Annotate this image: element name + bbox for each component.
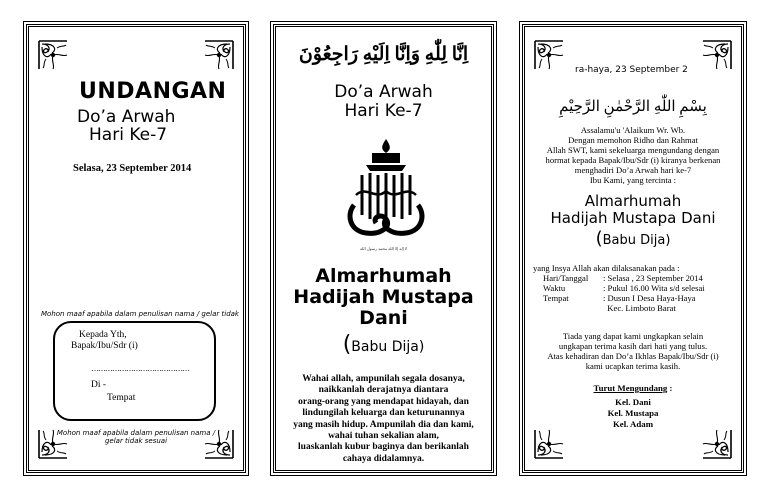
memorial-title-line: Do’a Arwah bbox=[334, 82, 433, 102]
calligraphy-caption: لا إله إلا الله محمد رسول الله bbox=[359, 246, 408, 251]
greeting-line: Ibu Kami, yang tercinta : bbox=[589, 175, 677, 185]
host-family: Kel. Dani bbox=[615, 397, 651, 407]
corner-ornament-icon bbox=[533, 426, 567, 460]
arabic-istirja-header: اِنَّا لِلّٰهِ وَاِنَّا اِلَيْهِ رَاجِعُوْنَ bbox=[298, 44, 469, 65]
closing-line: Atas kehadiran dan Do’a Ikhlas Bapak/Ibu/Sdr (i) bbox=[547, 351, 719, 361]
event-row-label: Tempat bbox=[543, 293, 569, 303]
event-details bbox=[543, 273, 733, 313]
prayer-text bbox=[276, 374, 491, 465]
event-row-value: : Pukul 16.00 Wita s/d selesai bbox=[603, 283, 705, 293]
prayer-line: wahai tuhan sekalian alam, bbox=[328, 431, 439, 442]
calligraphy-emblem-icon bbox=[336, 135, 436, 245]
cover-subtitle-day: Hari Ke-7 bbox=[89, 125, 168, 145]
name-disclaimer-bottom bbox=[51, 429, 221, 445]
deceased-name-line: Hadijah Mustapa bbox=[293, 286, 474, 308]
greeting-line: Assalamu'u 'Alaikum Wr. Wb. bbox=[580, 125, 686, 135]
closing-line: ungkapan terima kasih dari hati yang tulus. bbox=[558, 341, 708, 351]
recipient-place-label: Tempat bbox=[107, 393, 136, 403]
deceased-name-line: Almarhumah bbox=[315, 265, 452, 287]
event-intro: yang Insya Allah akan dilaksanakan pada : bbox=[533, 263, 680, 273]
recipient-line: Bapak/Ibu/Sdr (i) bbox=[71, 341, 138, 351]
memorial-panel bbox=[273, 24, 494, 473]
closing-line: Tiada yang dapat kami ungkapkan selain bbox=[562, 331, 704, 341]
deceased-name-line: Almarhumah bbox=[584, 192, 682, 210]
recipient-name-dots: …………………………………… bbox=[91, 364, 189, 373]
prayer-line: lindungilah keluarga dan keturunannya bbox=[302, 408, 465, 419]
memorial-title-line: Hari Ke-7 bbox=[344, 101, 423, 121]
hosts-block bbox=[525, 383, 741, 430]
corner-ornament-icon bbox=[533, 39, 567, 73]
prayer-line: luaskanlah kubur baginya dan berikanlah bbox=[298, 442, 469, 453]
nickname-paren: ( bbox=[595, 228, 603, 249]
event-row bbox=[543, 303, 733, 313]
hosts-heading bbox=[525, 383, 741, 394]
recipient-di-label: Di - bbox=[91, 380, 107, 390]
greeting-line: Dengan memohon Ridho dan Rahmat bbox=[568, 135, 698, 145]
disclaimer-line: Mohon maaf apabila dalam penulisan nama / bbox=[56, 429, 216, 437]
greeting-line: Allah SWT, kami sekeluarga mengundang dengan bbox=[546, 145, 720, 155]
memorial-title bbox=[276, 83, 491, 121]
deceased-name bbox=[525, 193, 741, 227]
event-row-value: : Selasa , 23 September 2014 bbox=[603, 273, 703, 283]
nickname-text: Babu Dija) bbox=[602, 233, 671, 248]
event-row-label bbox=[543, 303, 603, 313]
event-row-value: Kec. Limboto Barat bbox=[603, 303, 676, 313]
address-box bbox=[53, 321, 216, 421]
deceased-nickname bbox=[525, 228, 741, 249]
prayer-line: orang-orang yang mendapat hidayah, dan bbox=[298, 396, 469, 407]
corner-ornament-icon bbox=[37, 39, 71, 73]
corner-ornament-icon bbox=[699, 426, 733, 460]
corner-ornament-icon bbox=[699, 39, 733, 73]
event-row bbox=[543, 293, 733, 303]
deceased-nickname bbox=[276, 332, 491, 357]
event-row bbox=[543, 283, 733, 293]
host-family: Kel. Mustapa bbox=[607, 408, 659, 418]
deceased-name bbox=[276, 266, 491, 329]
deceased-name-line: Dani bbox=[359, 307, 408, 329]
event-row-value: : Dusun I Desa Haya-Haya bbox=[603, 293, 696, 303]
host-family: Kel. Adam bbox=[612, 419, 654, 429]
deceased-name-line: Hadijah Mustapa Dani bbox=[550, 209, 716, 227]
prayer-line: Wahai allah, ampunilah segala dosanya, bbox=[302, 374, 465, 384]
disclaimer-line: gelar tidak sesuai bbox=[104, 437, 168, 445]
greeting-line: menghadiri Do’a Arwah hari ke-7 bbox=[574, 165, 692, 175]
event-row-label: Waktu bbox=[543, 283, 566, 293]
prayer-line: cahaya didalamnya. bbox=[342, 453, 425, 464]
header-date-clipped: ra-haya, 23 September 2 bbox=[575, 65, 688, 75]
invitation-cover-panel bbox=[26, 24, 246, 473]
invitation-details-panel bbox=[522, 24, 744, 473]
name-disclaimer-top: Mohon maaf apabila dalam penulisan nama / gelar tidak bbox=[41, 310, 239, 318]
hosts-colon: : bbox=[667, 383, 673, 393]
greeting-line: hormat kepada Bapak/Ibu/Sdr (i) kiranya berkenan bbox=[545, 155, 721, 165]
closing-text bbox=[525, 331, 741, 371]
cover-date: Selasa, 23 September 2014 bbox=[73, 163, 192, 174]
hosts-label: Turut Mengundang bbox=[593, 383, 668, 393]
basmalah: بِسْمِ اللّٰهِ الرَّحْمٰنِ الرَّحِيْمِ bbox=[559, 99, 707, 115]
event-row bbox=[543, 273, 733, 283]
cover-subtitle: Do’a Arwah bbox=[77, 107, 176, 127]
closing-line: kami ucapkan terima kasih. bbox=[585, 361, 681, 371]
recipient-label: Kepada Yth, bbox=[79, 330, 127, 340]
nickname-text: Babu Dija) bbox=[351, 339, 425, 355]
corner-ornament-icon bbox=[201, 39, 235, 73]
prayer-line: yang masih hidup. Ampunilah dia dan kami, bbox=[293, 419, 474, 430]
event-row-label: Hari/Tanggal bbox=[543, 273, 589, 283]
greeting-text bbox=[525, 125, 741, 185]
cover-title: UNDANGAN bbox=[79, 79, 227, 104]
nickname-paren: ( bbox=[342, 332, 352, 357]
prayer-line: naikkanlah derajatnya diantara bbox=[318, 385, 449, 396]
